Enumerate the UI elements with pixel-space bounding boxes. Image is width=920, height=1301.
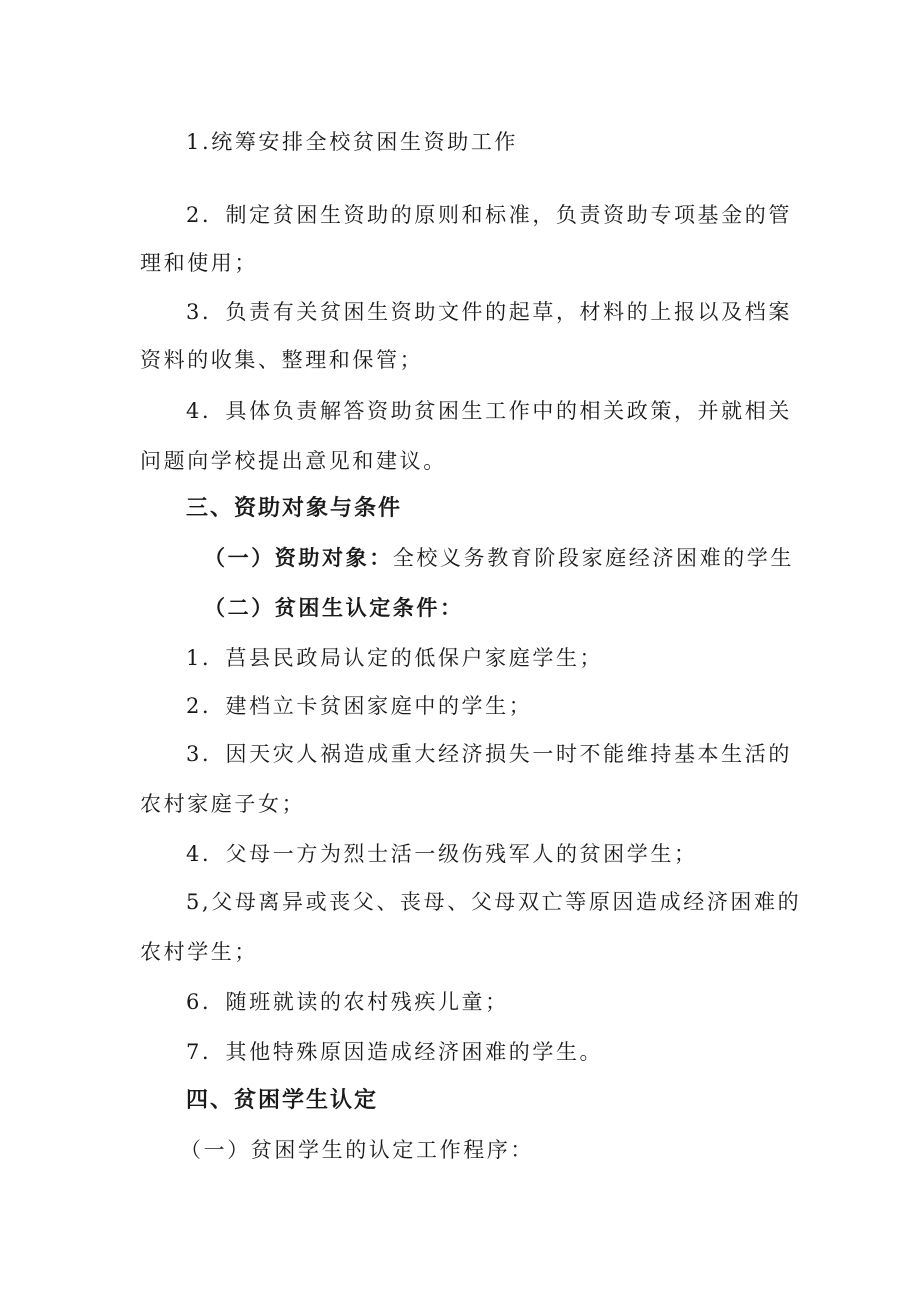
paragraph-line: 问题向学校提出意见和建议。 <box>140 449 447 473</box>
list-item: 2．建档立卡贫困家庭中的学生； <box>186 694 533 718</box>
list-item-continued: 农村家庭子女； <box>140 792 306 816</box>
list-item: 7．其他特殊原因造成经济困难的学生。 <box>186 1040 604 1064</box>
section-heading-4: 四、贫困学生认定 <box>186 1088 379 1113</box>
subheading: （二）贫困生认定条件： <box>204 596 464 620</box>
list-item: 6．随班就读的农村残疾儿童； <box>186 990 509 1014</box>
subheading-label: （一）资助对象： <box>204 546 393 570</box>
paragraph-line: 3．负责有关贫困生资助文件的起草，材料的上报以及档案 <box>186 300 792 324</box>
list-item-continued: 农村学生； <box>140 940 258 964</box>
paragraph-line: （一）贫困学生的认定工作程序： <box>180 1138 534 1162</box>
list-item: 5,父母离异或丧父、丧母、父母双亡等原因造成经济困难的 <box>186 890 802 914</box>
paragraph-line: 2．制定贫困生资助的原则和标准，负责资助专项基金的管 <box>186 203 792 227</box>
paragraph-line <box>204 543 854 573</box>
list-item: 4．父母一方为烈士活一级伤残军人的贫困学生； <box>186 842 698 866</box>
list-item: 3．因天灾人祸造成重大经济损失一时不能维持基本生活的 <box>186 742 792 766</box>
paragraph-line: 理和使用； <box>140 251 258 275</box>
list-item: 1．莒县民政局认定的低保户家庭学生； <box>186 646 604 670</box>
paragraph-line: 4．具体负责解答资助贫困生工作中的相关政策，并就相关 <box>186 399 792 423</box>
subheading-text: 全校义务教育阶段家庭经济困难的学生 <box>392 546 795 570</box>
paragraph-line: 1.统筹安排全校贫困生资助工作 <box>186 130 519 154</box>
paragraph-line: 资料的收集、整理和保管； <box>140 348 424 372</box>
section-heading-3: 三、资助对象与条件 <box>186 496 403 521</box>
